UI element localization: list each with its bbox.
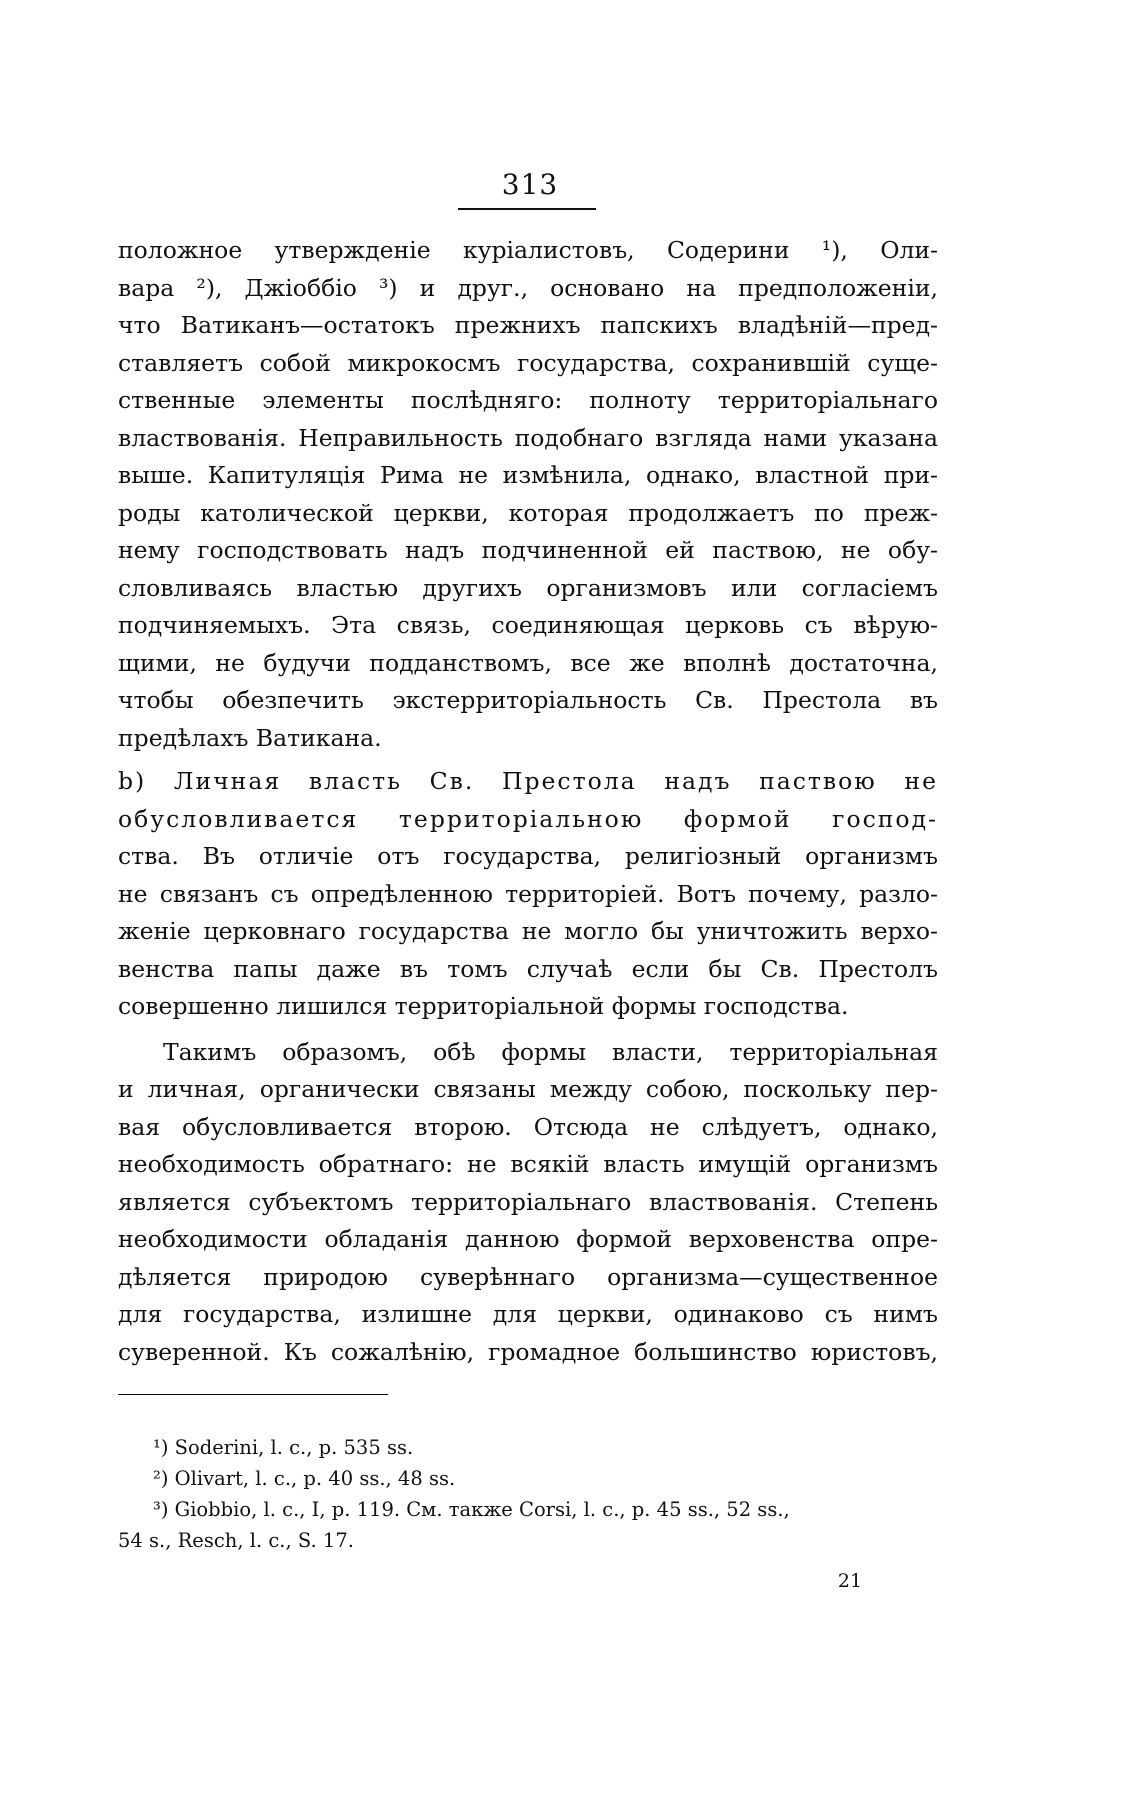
body-line: и личная, органически связаны между собою, поскольку пер- [118, 1075, 938, 1103]
body-line: ставляетъ собой микрокосмъ государства, сохранившій суще- [118, 348, 938, 377]
body-line: роды католической церкви, которая продолжаетъ по преж- [118, 498, 938, 527]
body-line: ственные элементы послѣдняго: полноту территоріальнаго [118, 386, 938, 414]
signature-mark: 21 [837, 1570, 863, 1592]
body-line: нему господствовать надъ подчиненной ей паствою, не обу- [118, 536, 938, 564]
header-rule [458, 208, 596, 210]
footnote-line: ²) Olivart, l. c., p. 40 ss., 48 ss. [153, 1467, 456, 1490]
footnote-line: ¹) Soderini, l. c., p. 535 ss. [153, 1436, 414, 1459]
body-line: выше. Капитуляція Рима не измѣнила, однако, властной при- [118, 461, 938, 489]
body-line: вара ²), Джіоббіо ³) и друг., основано на предположеніи, [118, 273, 938, 302]
body-line: дѣляется природою суверѣннаго организма—существенное [118, 1262, 938, 1291]
body-line: Такимъ образомъ, обѣ формы власти, территоріальная [163, 1037, 938, 1066]
body-line: не связанъ съ опредѣленною территоріей. Вотъ почему, разло- [118, 879, 938, 908]
body-line: чтобы обезпечить экстерриторіальность Св. Престола въ [118, 686, 938, 714]
body-line: необходимость обратнаго: не всякій власть имущій организмъ [118, 1150, 938, 1178]
body-line: для государства, излишне для церкви, одинаково съ нимъ [118, 1300, 938, 1328]
footnote-rule [118, 1394, 388, 1395]
body-line: b) Личная власть Св. Престола надъ паствою не [118, 767, 938, 795]
body-line: щими, не будучи подданствомъ, все же вполнѣ достаточна, [118, 648, 938, 677]
footnote-line: ³) Giobbio, l. c., I, p. 119. См. также Corsi, l. c., p. 45 ss., 52 ss., [153, 1498, 790, 1521]
body-line: необходимости обладанія данною формой верховенства опре- [118, 1225, 938, 1253]
body-line: подчиняемыхъ. Эта связь, соединяющая церковь съ вѣрую- [118, 611, 938, 639]
body-line: венства папы даже въ томъ случаѣ если бы Св. Престолъ [118, 954, 938, 983]
body-text [118, 232, 938, 1371]
page-number: 313 [501, 168, 559, 201]
body-line: вая обусловливается второю. Отсюда не слѣдуетъ, однако, [118, 1112, 938, 1141]
body-line: обусловливается территоріальною формой господ- [118, 804, 938, 833]
body-line: предѣлахъ Ватикана. [118, 723, 382, 752]
body-line: властвованія. Неправильность подобнаго взгляда нами указана [118, 423, 938, 452]
body-line: женіе церковнаго государства не могло бы уничтожить верхо- [118, 917, 938, 945]
body-line: словливаясь властью другихъ организмовъ или согласіемъ [118, 573, 938, 602]
body-line: является субъектомъ территоріальнаго властвованія. Степень [118, 1187, 938, 1216]
footnote-line: 54 s., Resch, l. c., S. 17. [118, 1529, 354, 1552]
body-line: совершенно лишился территоріальной формы господства. [118, 992, 849, 1020]
body-line: что Ватиканъ—остатокъ прежнихъ папскихъ владѣній—пред- [118, 311, 938, 339]
footnotes [118, 1432, 938, 1556]
body-line: суверенной. Къ сожалѣнію, громадное большинство юристовъ, [118, 1337, 938, 1366]
body-line: положное утвержденіе куріалистовъ, Содерини ¹), Оли- [118, 236, 938, 264]
body-line: ства. Въ отличіе отъ государства, религіозный организмъ [118, 842, 938, 870]
